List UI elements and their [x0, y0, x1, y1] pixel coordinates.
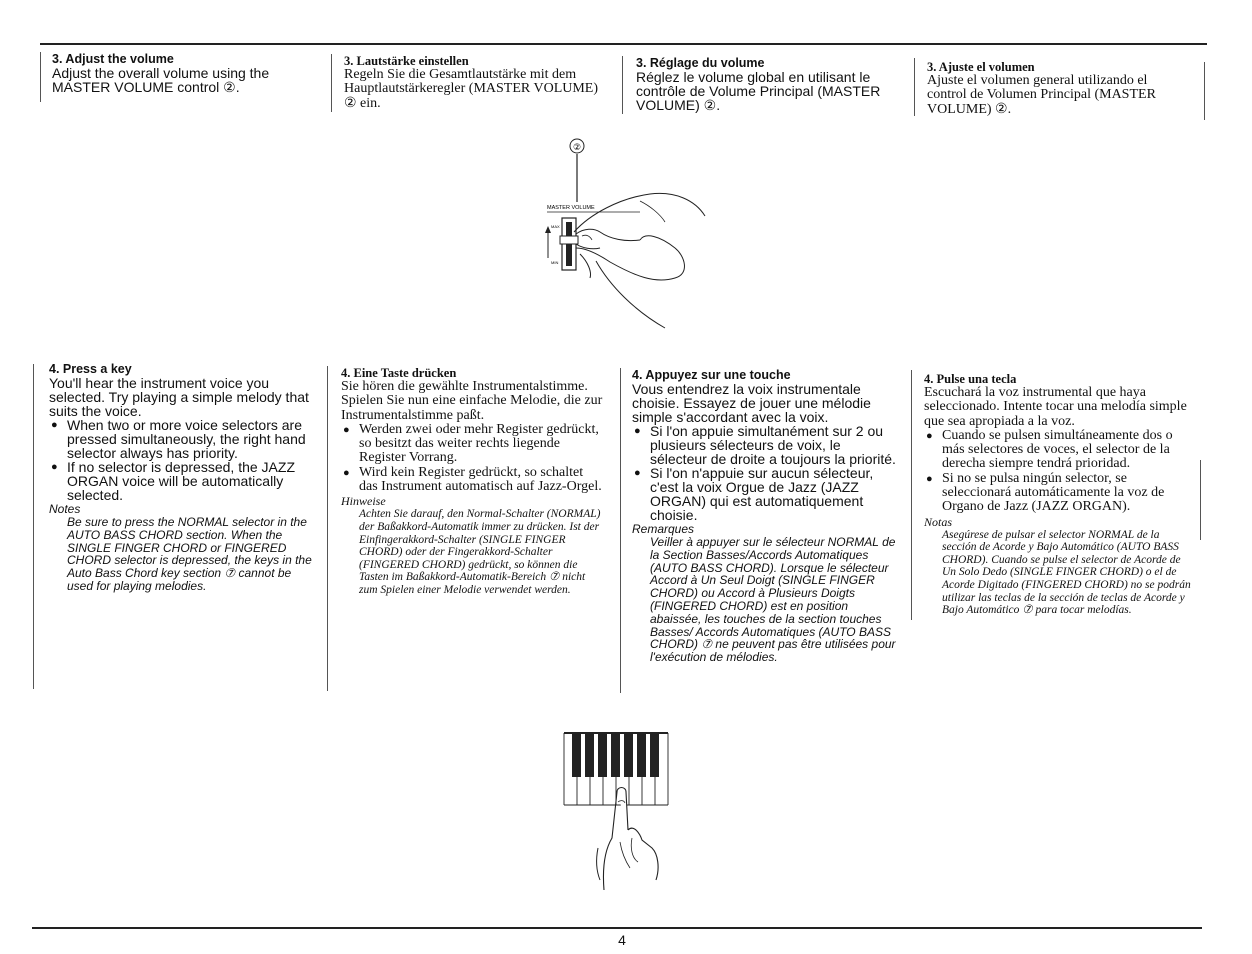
list-item: ● If no selector is depressed, the JAZZ ORGAN voice will be automatically selected. [49, 460, 317, 502]
master-volume-label: MASTER VOLUME [547, 205, 595, 211]
notes-heading: Remarques [632, 522, 695, 536]
section-heading: 4. Pulse una tecla [924, 372, 1017, 386]
top-rule [40, 43, 1207, 45]
volume-section-de [344, 54, 610, 111]
notes-heading: Hinweise [341, 494, 386, 509]
volume-section-en [52, 52, 322, 94]
column-divider [331, 54, 332, 112]
list-item: ● Si no se pulsa ningún selector, se seleccionará automáticamente la voz de Organo de Jazz (JAZZ ORGAN). [924, 472, 1192, 515]
section-heading: 4. Eine Taste drücken [341, 366, 457, 380]
key-section-de [341, 366, 605, 597]
section-heading: 4. Appuyez sur une touche [632, 368, 791, 382]
min-label: MIN [551, 260, 559, 265]
section-body: You'll hear the instrument voice you selected. Try playing a simple melody that suits the voice. [49, 375, 309, 419]
max-label: MAX [551, 224, 560, 229]
section-heading: 4. Press a key [49, 362, 132, 376]
section-heading: 3. Ajuste el volumen [927, 60, 1035, 74]
bullet-list [924, 429, 1192, 515]
key-section-es [924, 372, 1192, 617]
section-body: Sie hören die gewählte Instrumentalstimme. Spielen Sie nun eine einfache Melodie, die zur Instrumentalstimme paßt. [341, 379, 603, 423]
section-heading: 3. Lautstärke einstellen [344, 54, 469, 68]
notes-body: Achten Sie darauf, den Normal-Schalter (NORMAL) der Baßakkord-Automatik immer zu drücken. Ist der Einfingerakkord-Schalter (SINGLE FINGER CHORD) oder der Fingerakkord-Schalter (FINGERED CHORD) gedrückt, so können die Tasten im Baßakkord-Automatik-Bereich ⑦ nicht zum Spielen einer Melodie verwendet werden. [359, 508, 601, 596]
column-divider [33, 364, 34, 689]
list-item: ● Cuando se pulsen simultáneamente dos o más selectores de voces, el selector de la derecha siempre tendrá prioridad. [924, 429, 1192, 472]
section-body: Regeln Sie die Gesamtlautstärke mit dem Hauptlautstärkeregler (MASTER VOLUME) ② ein. [344, 67, 599, 111]
key-section-en [49, 362, 317, 593]
column-divider [327, 366, 328, 691]
section-body: Escuchará la voz instrumental que haya seleccionado. Intente tocar una melodía simple que sea apropiada a la voz. [924, 385, 1187, 429]
section-heading: 3. Réglage du volume [636, 56, 765, 70]
list-item: ● Si l'on appuie simultanément sur 2 ou plusieurs sélecteurs de voix, le sélecteur de droite a toujours la priorité. [632, 424, 900, 466]
notes-heading: Notes [49, 502, 81, 516]
section-body: Adjust the overall volume using the MASTER VOLUME control ②. [52, 65, 270, 95]
volume-section-es [927, 60, 1189, 117]
list-item: ● Wird kein Register gedrückt, so schaltet das Instrument automatisch auf Jazz-Orgel. [341, 466, 605, 495]
column-divider [620, 368, 621, 693]
column-divider [914, 58, 915, 116]
list-item: ● Werden zwei oder mehr Register gedrückt, so besitzt das weiter rechts liegende Register Vorrang. [341, 423, 605, 466]
page-number: 4 [618, 932, 626, 948]
section-body: Réglez le volume global en utilisant le contrôle de Volume Principal (MASTER VOLUME) ②. [636, 69, 881, 113]
bullet-list [49, 418, 317, 502]
bullet-list [632, 424, 900, 522]
notes-body: Veiller à appuyer sur le sélecteur NORMAL de la Section Basses/Accords Automatiques (AUTO BASS CHORD). Lorsque le sélecteur Accord à Un Seul Doigt (SINGLE FINGER CHORD) ou Accord à Plusieurs Doigts (FINGERED CHORD) est en position abaissée, les touches de la section touches Basses/ Accords Automatiques (AUTO BASS CHORD) ⑦ ne peuvent pas être utilisées pour l'exécution de mélodies. [650, 535, 896, 665]
notes-body: Be sure to press the NORMAL selector in the AUTO BASS CHORD section. When the SINGLE FINGER CHORD or FINGERED CHORD selector is depressed, the keys in the Auto Bass Chord key section ⑦ cannot be used for playing melodies. [67, 515, 312, 593]
keyboard-press-illustration [560, 730, 675, 905]
list-item: ● When two or more voice selectors are pressed simultaneously, the right hand selector always has priority. [49, 418, 317, 460]
master-volume-illustration [540, 136, 720, 331]
column-divider [1200, 460, 1201, 540]
column-divider [911, 370, 912, 620]
key-section-fr [632, 368, 900, 664]
section-body: Vous entendrez la voix instrumentale choisie. Essayez de jouer une mélodie simple s'accordant avec la voix. [632, 381, 871, 425]
column-divider [622, 56, 623, 114]
section-heading: 3. Adjust the volume [52, 52, 174, 66]
bottom-rule [32, 927, 1202, 929]
notes-body: Asegúrese de pulsar el selector NORMAL de la sección de Acorde y Bajo Automático (AUTO BASS CHORD). Cuando se pulse el selector de Acorde de Un Solo Dedo (SINGLE FINGER CHORD) o el de Acorde Digitado (FINGERED CHORD) no se podrán utilizar las teclas de la sección de teclas de Acorde y Bajo Automático ⑦ para tocar melodías. [942, 528, 1191, 617]
notes-heading: Notas [924, 514, 953, 529]
section-body: Ajuste el volumen general utilizando el control de Volumen Principal (MASTER VOLUME) ②. [927, 73, 1156, 117]
volume-section-fr [636, 56, 901, 112]
bullet-list [341, 423, 605, 494]
list-item: ● Si l'on n'appuie sur aucun sélecteur, c'est la voix Orgue de Jazz (JAZZ ORGAN) qui est automatiquement choisie. [632, 466, 900, 522]
column-divider [1204, 62, 1205, 120]
volume-marker-label: ② [572, 143, 582, 153]
column-divider [40, 52, 41, 102]
